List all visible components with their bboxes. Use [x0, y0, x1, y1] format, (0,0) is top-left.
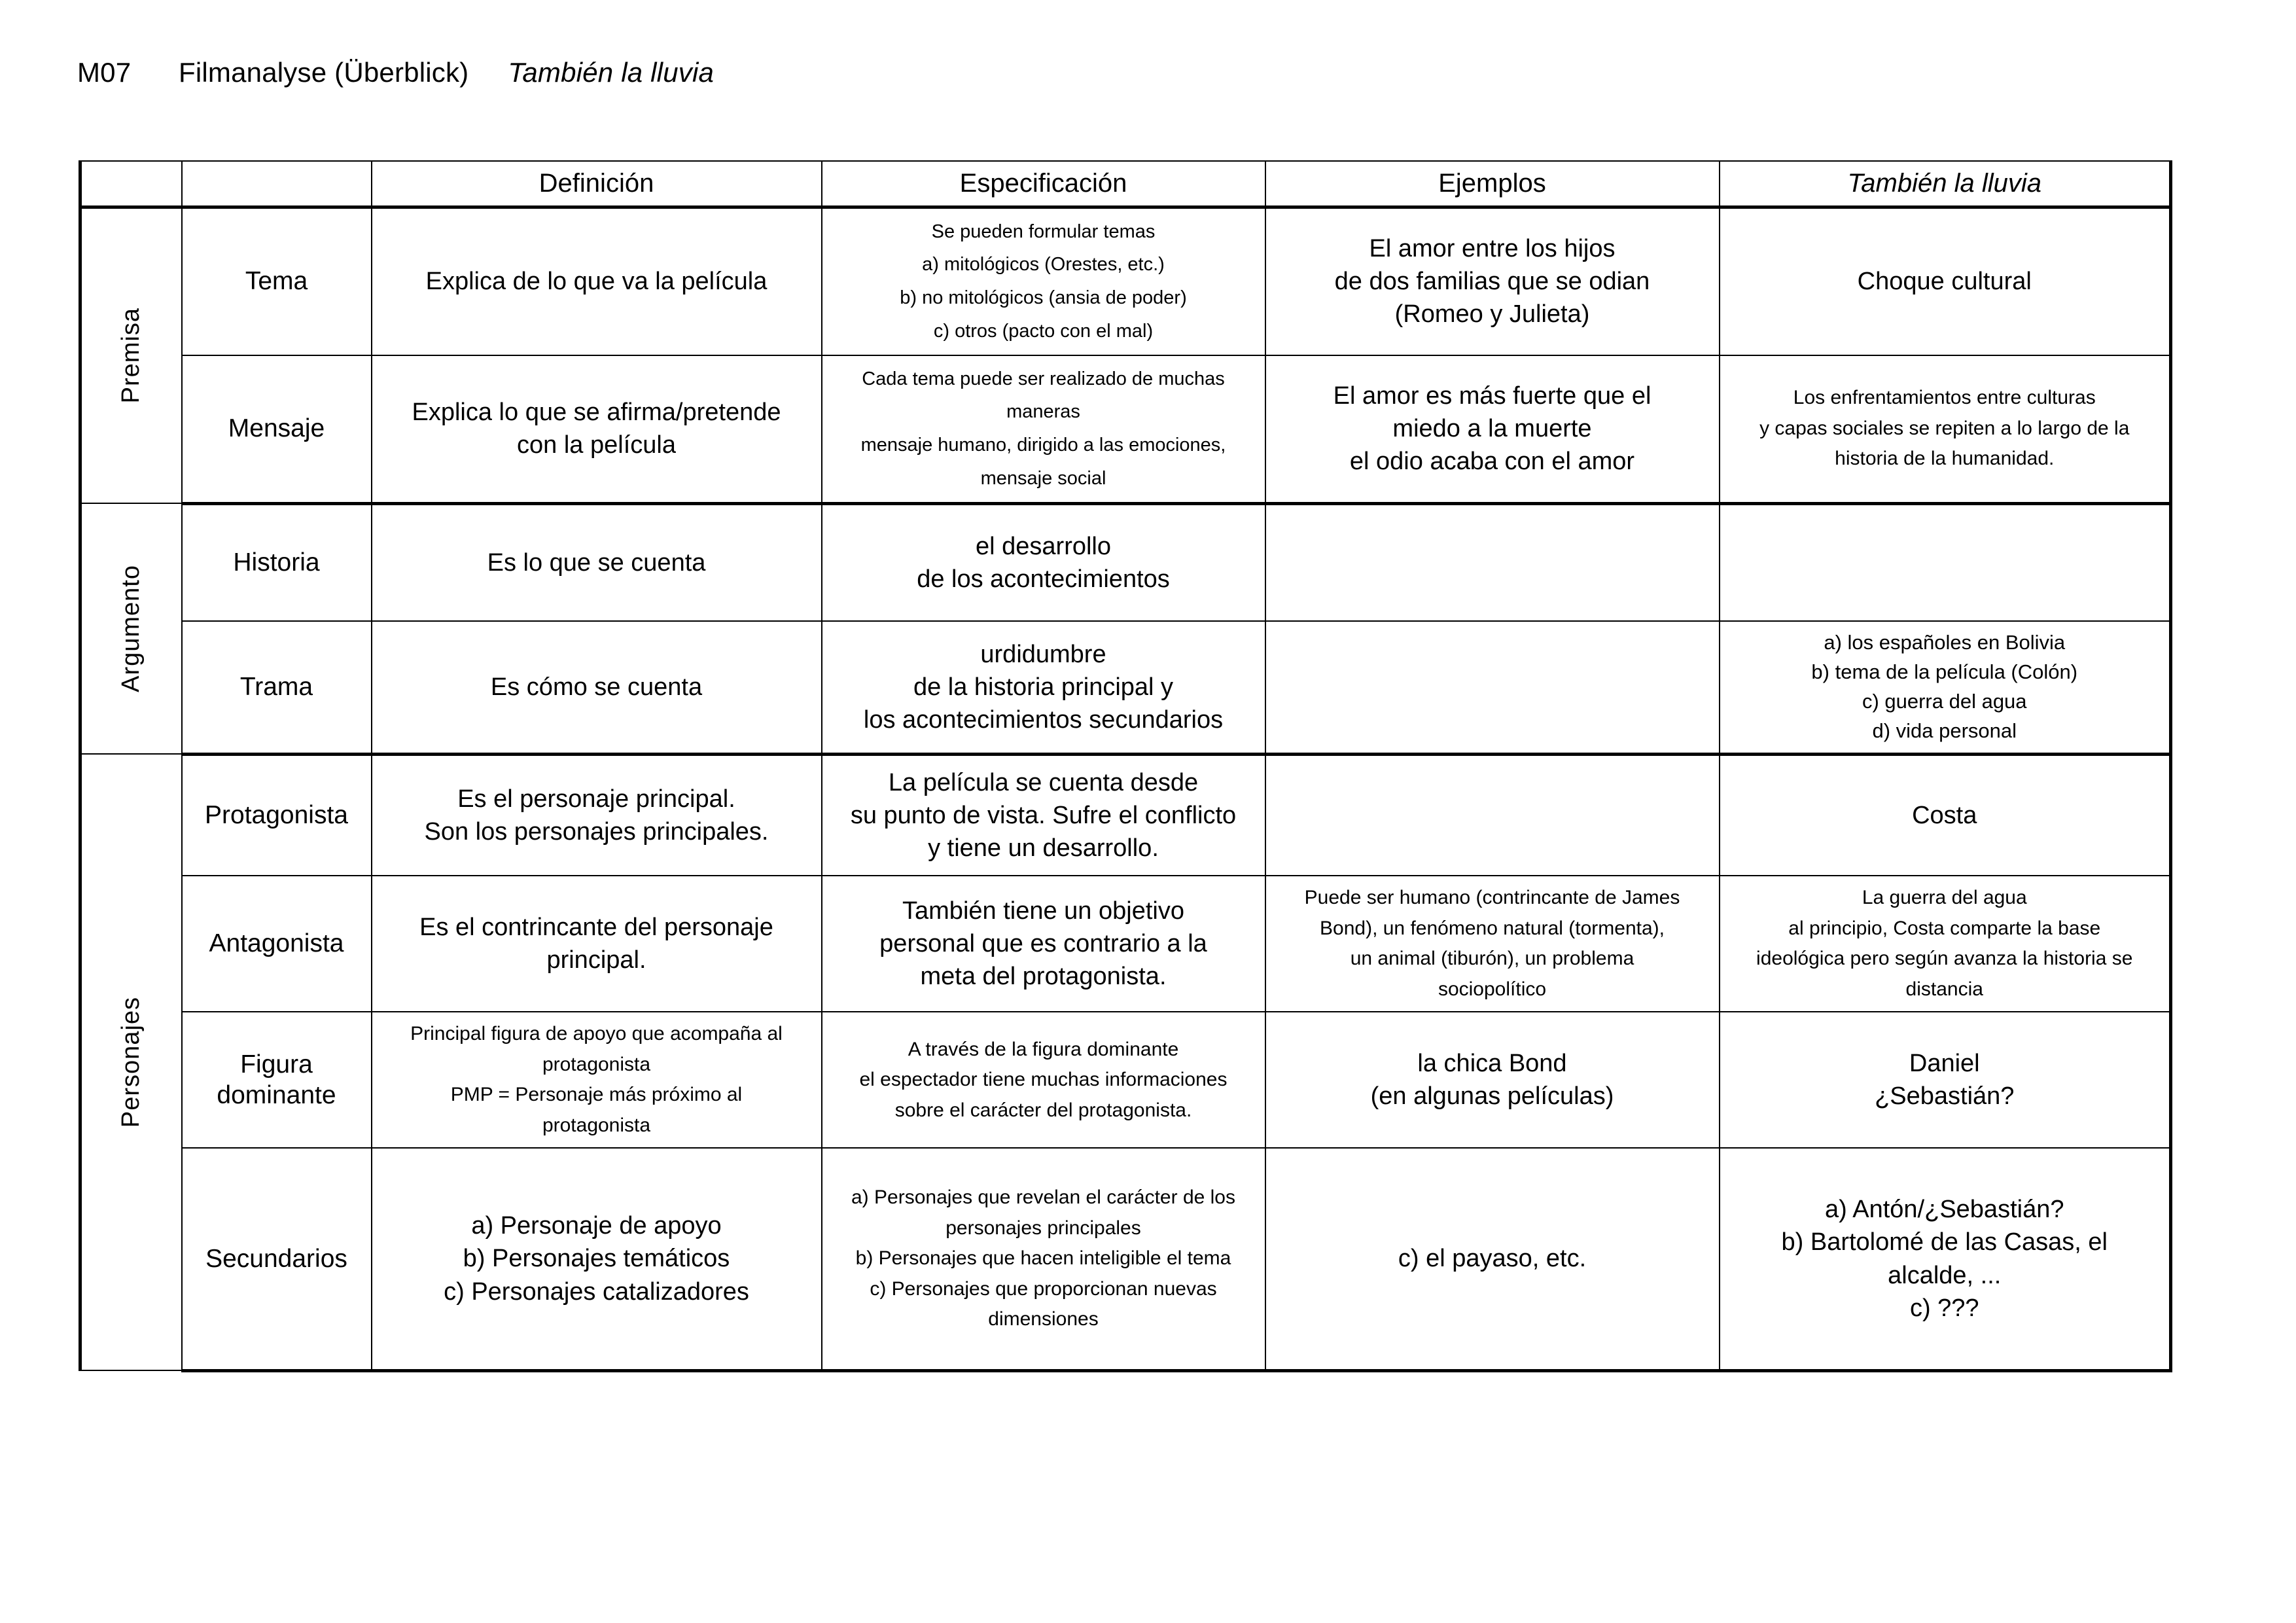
cell-tema-pelicula: Choque cultural: [1720, 207, 2171, 355]
cell-mensaje-pelicula: Los enfrentamientos entre culturas y capas sociales se repiten a lo largo de la historia de la humanidad.: [1720, 355, 2171, 504]
cell-secundarios-pelicula: a) Antón/¿Sebastián? b) Bartolomé de las Casas, el alcalde, ... c) ???: [1720, 1148, 2171, 1370]
cell-historia-especificacion: el desarrollo de los acontecimientos: [822, 503, 1265, 621]
header-cell-row-spacer: [182, 161, 372, 207]
table-header-row: [80, 161, 2171, 207]
cell-antagonista-definicion: Es el contrincante del personaje principal.: [372, 876, 822, 1012]
row-label-trama: Trama: [182, 621, 372, 754]
cell-secundarios-ejemplos: c) el payaso, etc.: [1265, 1148, 1720, 1370]
group-label-premisa: Premisa: [80, 207, 182, 503]
cell-protagonista-definicion: Es el personaje principal. Son los personajes principales.: [372, 754, 822, 876]
document-subject: Filmanalyse (Überblick): [179, 57, 469, 88]
cell-trama-definicion: Es cómo se cuenta: [372, 621, 822, 754]
row-label-tema: Tema: [182, 207, 372, 355]
cell-mensaje-especificacion: Cada tema puede ser realizado de muchas maneras mensaje humano, dirigido a las emociones, mensaje social: [822, 355, 1265, 504]
cell-tema-definicion: Explica de lo que va la película: [372, 207, 822, 355]
row-label-antagonista: Antagonista: [182, 876, 372, 1012]
table-row: [80, 621, 2171, 754]
cell-historia-definicion: Es lo que se cuenta: [372, 503, 822, 621]
cell-trama-especificacion: urdidumbre de la historia principal y los acontecimientos secundarios: [822, 621, 1265, 754]
header-cell-especificacion: Especificación: [822, 161, 1265, 207]
film-analysis-table: [79, 160, 2172, 1372]
cell-mensaje-definicion: Explica lo que se afirma/pretende con la película: [372, 355, 822, 504]
cell-secundarios-especificacion: a) Personajes que revelan el carácter de los personajes principales b) Personajes que hacen inteligible el tema c) Personajes que proporcionan nuevas dimensiones: [822, 1148, 1265, 1370]
cell-antagonista-especificacion: También tiene un objetivo personal que es contrario a la meta del protagonista.: [822, 876, 1265, 1012]
table-body: [80, 161, 2171, 1370]
table-row: [80, 503, 2171, 621]
table-row: [80, 207, 2171, 355]
cell-historia-pelicula: [1720, 503, 2171, 621]
table-row: [80, 876, 2171, 1012]
table-row: [80, 754, 2171, 876]
cell-tema-ejemplos: El amor entre los hijos de dos familias que se odian (Romeo y Julieta): [1265, 207, 1720, 355]
cell-trama-pelicula: a) los españoles en Bolivia b) tema de la película (Colón) c) guerra del agua d) vida personal: [1720, 621, 2171, 754]
row-label-protagonista: Protagonista: [182, 754, 372, 876]
cell-figura-dominante-especificacion: A través de la figura dominante el espectador tiene muchas informaciones sobre el carácter del protagonista.: [822, 1012, 1265, 1148]
cell-tema-especificacion: Se pueden formular temas a) mitológicos (Orestes, etc.) b) no mitológicos (ansia de poder) c) otros (pacto con el mal): [822, 207, 1265, 355]
row-label-historia: Historia: [182, 503, 372, 621]
header-cell-ejemplos: Ejemplos: [1265, 161, 1720, 207]
cell-mensaje-ejemplos: El amor es más fuerte que el miedo a la muerte el odio acaba con el amor: [1265, 355, 1720, 504]
table-row: [80, 1012, 2171, 1148]
cell-historia-ejemplos: [1265, 503, 1720, 621]
cell-protagonista-especificacion: La película se cuenta desde su punto de vista. Sufre el conflicto y tiene un desarrollo.: [822, 754, 1265, 876]
film-analysis-table-wrapper: [79, 160, 2169, 1372]
document-header: [77, 58, 714, 88]
film-title: También la lluvia: [508, 57, 715, 88]
table-row: [80, 355, 2171, 504]
cell-antagonista-ejemplos: Puede ser humano (contrincante de James Bond), un fenómeno natural (tormenta), un animal (tiburón), un problema sociopolítico: [1265, 876, 1720, 1012]
cell-protagonista-ejemplos: [1265, 754, 1720, 876]
cell-trama-ejemplos: [1265, 621, 1720, 754]
row-label-figura-dominante: Figura dominante: [182, 1012, 372, 1148]
row-label-secundarios: Secundarios: [182, 1148, 372, 1370]
cell-figura-dominante-pelicula: Daniel ¿Sebastián?: [1720, 1012, 2171, 1148]
module-code: M07: [77, 57, 132, 88]
header-cell-definicion: Definición: [372, 161, 822, 207]
row-label-mensaje: Mensaje: [182, 355, 372, 504]
cell-figura-dominante-definicion: Principal figura de apoyo que acompaña al protagonista PMP = Personaje más próximo al protagonista: [372, 1012, 822, 1148]
cell-figura-dominante-ejemplos: la chica Bond (en algunas películas): [1265, 1012, 1720, 1148]
cell-antagonista-pelicula: La guerra del agua al principio, Costa comparte la base ideológica pero según avanza la historia se distancia: [1720, 876, 2171, 1012]
group-label-argumento: Argumento: [80, 503, 182, 754]
table-row: [80, 1148, 2171, 1370]
header-cell-pelicula: También la lluvia: [1720, 161, 2171, 207]
cell-secundarios-definicion: a) Personaje de apoyo b) Personajes temáticos c) Personajes catalizadores: [372, 1148, 822, 1370]
cell-protagonista-pelicula: Costa: [1720, 754, 2171, 876]
header-cell-group-spacer: [80, 161, 182, 207]
group-label-personajes: Personajes: [80, 754, 182, 1370]
